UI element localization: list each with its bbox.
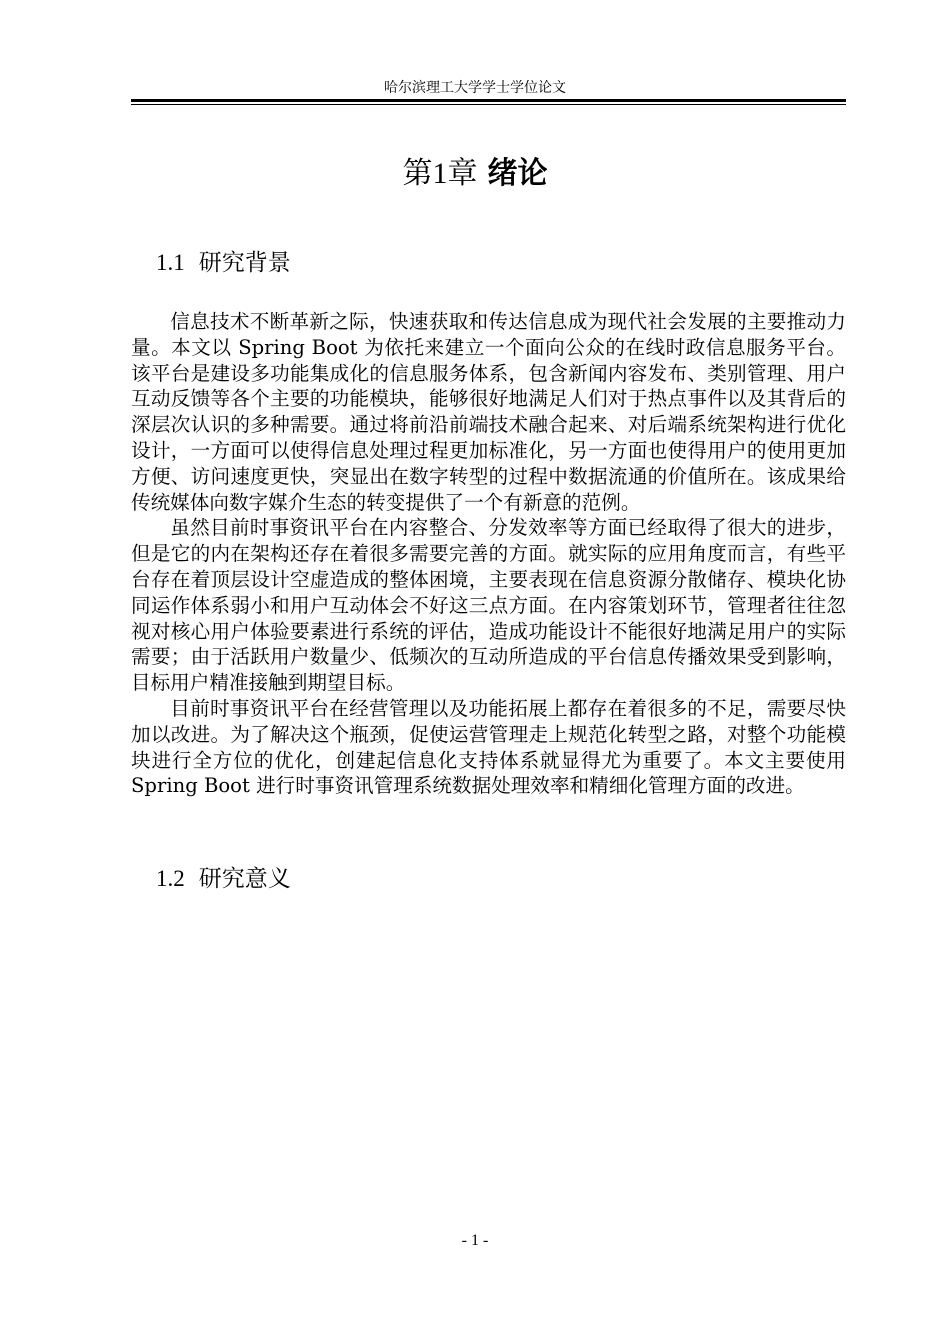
section-number: 1.2 — [156, 866, 185, 891]
page-number: - 1 - — [461, 1232, 489, 1249]
header-rule-thick — [131, 99, 846, 102]
body-paragraph: 虽然目前时事资讯平台在内容整合、分发效率等方面已经取得了很大的进步，但是它的内在架构还存在着很多需要完善的方面。就实际的应用角度而言，有些平台存在着顶层设计空虚造成的整体困境，主要表现在信息资源分散储存、模块化协同运作体系弱小和用户互动体会不好这三点方面。在内容策划环节，管理者往往忽视对核心用户体验要素进行系统的评估，造成功能设计不能很好地满足用户的实际需要；由于活跃用户数量少、低频次的互动所造成的平台信息传播效果受到影响，目标用户精准接触到期望目标。 — [131, 516, 846, 695]
section-heading-1-1 — [156, 248, 291, 278]
header-rule-thin — [131, 104, 846, 105]
chapter-number: 第1章 — [402, 157, 478, 190]
body-paragraph: 信息技术不断革新之际，快速获取和传达信息成为现代社会发展的主要推动力量。本文以 Spring Boot 为依托来建立一个面向公众的在线时政信息服务平台。该平台是建设多功能集成化的信息服务体系，包含新闻内容发布、类别管理、用户互动反馈等各个主要的功能模块，能够很好地满足人们对于热点事件以及其背后的深层次认识的多种需要。通过将前沿前端技术融合起来、对后端系统架构进行优化设计，一方面可以使得信息处理过程更加标准化，另一方面也使得用户的使用更加方便、访问速度更快，突显出在数字转型的过程中数据流通的价值所在。该成果给传统媒体向数字媒介生态的转变提供了一个有新意的范例。 — [131, 310, 846, 514]
section-heading-1-2 — [156, 864, 291, 894]
section-title: 研究意义 — [198, 866, 291, 892]
section-body-1-1 — [131, 309, 846, 799]
section-title: 研究背景 — [198, 250, 291, 276]
chapter-name: 绪论 — [487, 156, 548, 191]
chapter-title — [0, 154, 950, 194]
running-header: 哈尔滨理工大学学士学位论文 — [384, 80, 566, 96]
section-number: 1.1 — [156, 250, 185, 275]
body-paragraph: 目前时事资讯平台在经营管理以及功能拓展上都存在着很多的不足，需要尽快加以改进。为了解决这个瓶颈，促使运营管理走上规范化转型之路，对整个功能模块进行全方位的优化，创建起信息化支持体系就显得尤为重要了。本文主要使用 Spring Boot 进行时事资讯管理系统数据处理效率和精细化管理方面的改进。 — [131, 696, 846, 798]
